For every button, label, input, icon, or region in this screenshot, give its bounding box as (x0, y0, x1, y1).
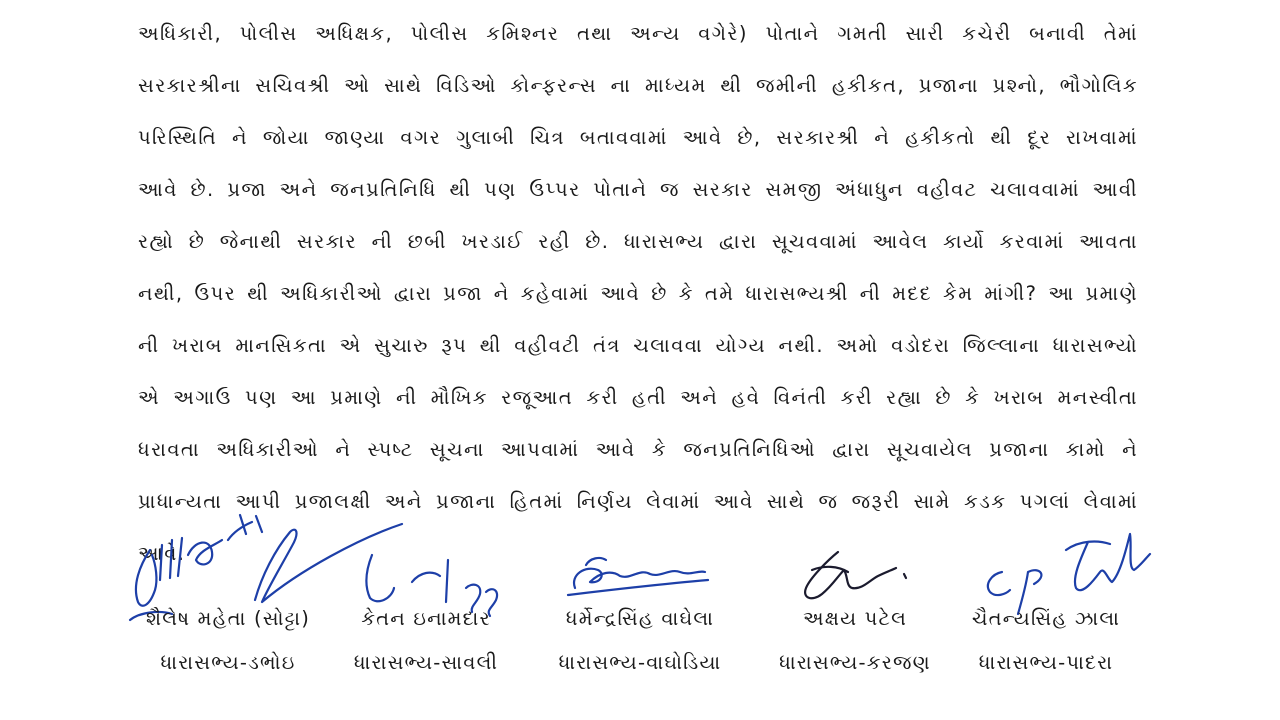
letter-line-closing: આવે. (138, 542, 186, 565)
letter-line: સરકારશ્રીના સચિવશ્રી ઓ સાથે વિડિઓ કોન્ફરન્સ ના માધ્યમ થી જમીની હકીકત, પ્રજાના પ્રશ્નો, ભૌગોલિક (138, 74, 1138, 97)
signatory-1 (128, 602, 328, 680)
signatory-title: ધારાસભ્ય-વાઘોડિયા (558, 651, 722, 674)
signatory-2 (326, 602, 526, 680)
letter-line: એ અગાઉ પણ આ પ્રમાણે ની મૌખિક રજૂઆત કરી હતી અને હવે વિનંતી કરી રહ્યા છે કે ખરાબ મનસ્વીતા (138, 386, 1138, 409)
signatory-name: અક્ષય પટેલ (802, 607, 908, 630)
signatory-name: ધર્મેન્દ્રસિંહ વાઘેલા (565, 607, 715, 630)
signature-4 (805, 552, 906, 598)
signatory-title: ધારાસભ્ય-સાવલી (353, 651, 499, 674)
letter-line: ની ખરાબ માનસિકતા એ સુચારુ રૂપ થી વહીવટી તંત્ર ચલાવવા યોગ્ય નથી. અમો વડોદરા જિલ્લાના ધારાસભ્યો (138, 334, 1138, 357)
signatory-title: ધારાસભ્ય-પાદરા (978, 651, 1114, 674)
letter-line: ધરાવતા અધિકારીઓ ને સ્પષ્ટ સૂચના આપવામાં આવે કે જનપ્રતિનિધિઓ દ્વારા સૂચવાયેલ પ્રજાના કામો ને (138, 438, 1138, 461)
letter-line: અધિકારી, પોલીસ અધિક્ષક, પોલીસ કમિશ્નર તથા અન્ય વગેરે) પોતાને ગમતી સારી કચેરી બનાવી તેમાં (138, 22, 1138, 45)
letter-line: નથી, ઉપર થી અધિકારીઓ દ્વારા પ્રજા ને કહેવામાં આવે છે કે તમે ધારાસભ્યશ્રી ની મદદ કેમ માંગી? આ પ્રમાણે (138, 282, 1138, 305)
signatory-5 (946, 602, 1146, 680)
letter-body (138, 14, 1138, 586)
signatory-4 (755, 602, 955, 680)
signatory-title: ધારાસભ્ય-કરજણ (779, 651, 931, 674)
signatures-section (0, 510, 1280, 720)
signatory-name: શૈલેષ મહેતા (સોટ્ટા) (145, 607, 311, 630)
letter-line: આવે છે. પ્રજા અને જનપ્રતિનિધિ થી પણ ઉપ્પર પોતાને જ સરકાર સમજી અંધાધુન વહીવટ ચલાવવામાં આવી (138, 178, 1138, 201)
signatory-title: ધારાસભ્ય-ડભોઇ (160, 651, 296, 674)
letter-line: રહ્યો છે જેનાથી સરકાર ની છબી ખરડાઈ રહી છે. ધારાસભ્ય દ્વારા સૂચવવામાં આવેલ કાર્યો કરવામાં આવતા (138, 230, 1138, 253)
letter-line: પ્રાધાન્યતા આપી પ્રજાલક્ષી અને પ્રજાના હિતમાં નિર્ણય લેવામાં આવે સાથે જ જરૂરી સામે કડક પગલાં લેવામાં (138, 490, 1138, 513)
signature-3 (568, 558, 708, 595)
signatory-name: ચૈતન્યસિંહ ઝાલા (971, 607, 1121, 630)
letter-line: પરિસ્થિતિ ને જોયા જાણ્યા વગર ગુલાબી ચિત્ર બતાવવામાં આવે છે, સરકારશ્રી ને હકીકતો થી દૂર રાખવામાં (138, 126, 1138, 149)
signatory-3 (540, 602, 740, 680)
signatory-name: કેતન ઇનામદાર (361, 607, 491, 630)
